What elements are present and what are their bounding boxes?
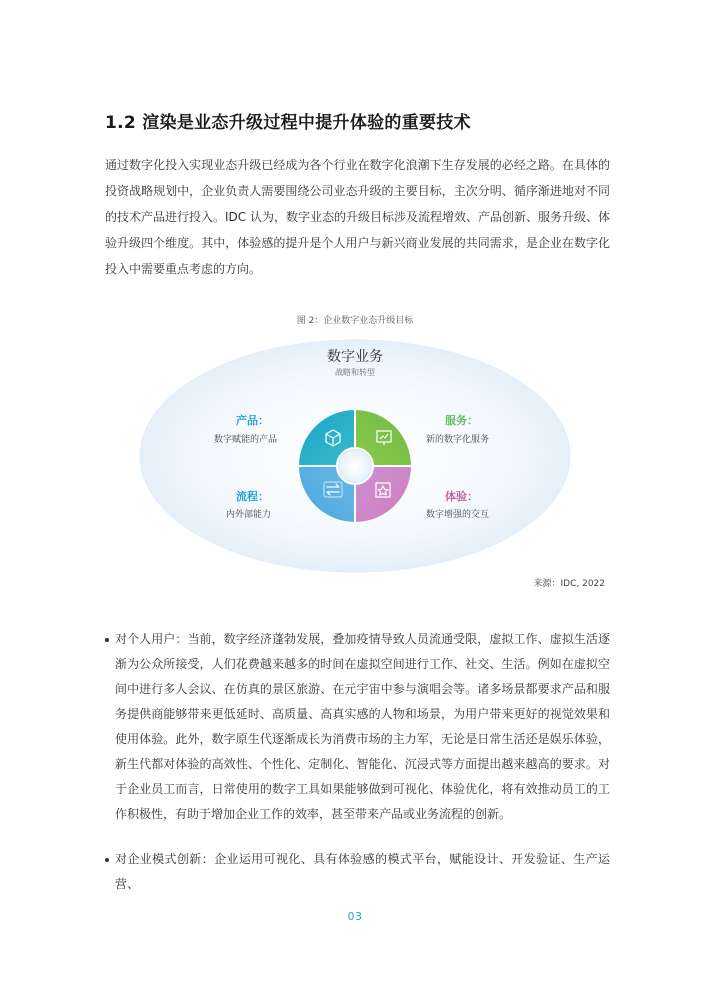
bullet-dot xyxy=(105,858,109,862)
bullet-text: 对企业模式创新：企业运用可视化、具有体验感的模式平台，赋能设计、开发验证、生产运营、 xyxy=(115,852,610,891)
bullet-item xyxy=(105,627,610,827)
product-title: 产品： xyxy=(236,414,269,427)
figure-caption: 图 2：企业数字业态升级目标 xyxy=(296,316,414,326)
bullet-text: 对个人用户：当前，数字经济蓬勃发展，叠加疫情导致人员流通受限，虚拟工作、虚拟生活逐渐为公众所接受，人们花费越来越多的时间在虚拟空间进行工作、社交、生活。例如在虚拟空间中进行多人会议、在仿真的景区旅游、在元宇宙中参与演唱会等。诸多场景都要求产品和服务提供商能够带来更低延时、高质量、高真实感的人物和场景，为用户带来更好的视觉效果和使用体验。此外，数字原生代逐渐成长为消费市场的主力军，无论是日常生活还是娱乐体验，新生代都对体验的高效性、个性化、定制化、智能化、沉浸式等方面提出越来越高的要求。对于企业员工而言，日常使用的数字工具如果能够做到可视化、体验优化，将有效推动员工的工作积极性，有助于增加企业工作的效率，甚至带来产品或业务流程的创新。 xyxy=(115,632,610,821)
figure-source: 来源：IDC, 2022 xyxy=(533,579,605,589)
center-hub xyxy=(337,448,373,484)
business-upgrade-figure xyxy=(100,330,610,580)
product-desc: 数字赋能的产品 xyxy=(214,435,278,445)
experience-title: 体验： xyxy=(445,490,478,503)
page-number: 03 xyxy=(347,910,363,923)
center-title: 数字业务 xyxy=(327,349,383,365)
center-subtitle: 战略和转型 xyxy=(335,368,375,377)
service-title: 服务： xyxy=(445,414,478,427)
experience-desc: 数字增强的交互 xyxy=(426,510,490,520)
process-title: 流程： xyxy=(236,490,269,503)
bullet-dot xyxy=(105,638,109,642)
process-desc: 内外部能力 xyxy=(226,510,272,520)
intro-paragraph: 通过数字化投入实现业态升级已经成为各个行业在数字化浪潮下生存发展的必经之路。在具体的投资战略规划中，企业负责人需要围绕公司业态升级的主要目标，主次分明、循序渐进地对不同的技术产品进行投入。IDC 认为，数字业态的升级目标涉及流程增效、产品创新、服务升级、体验升级四个维度。其中，体验感的提升是个人用户与新兴商业发展的共同需求，是企业在数字化投入中需要重点考虑的方向。 xyxy=(105,158,610,276)
service-desc: 新的数字化服务 xyxy=(426,435,490,445)
bullet-item xyxy=(105,847,610,897)
section-title: 1.2 渲染是业态升级过程中提升体验的重要技术 xyxy=(105,113,471,133)
